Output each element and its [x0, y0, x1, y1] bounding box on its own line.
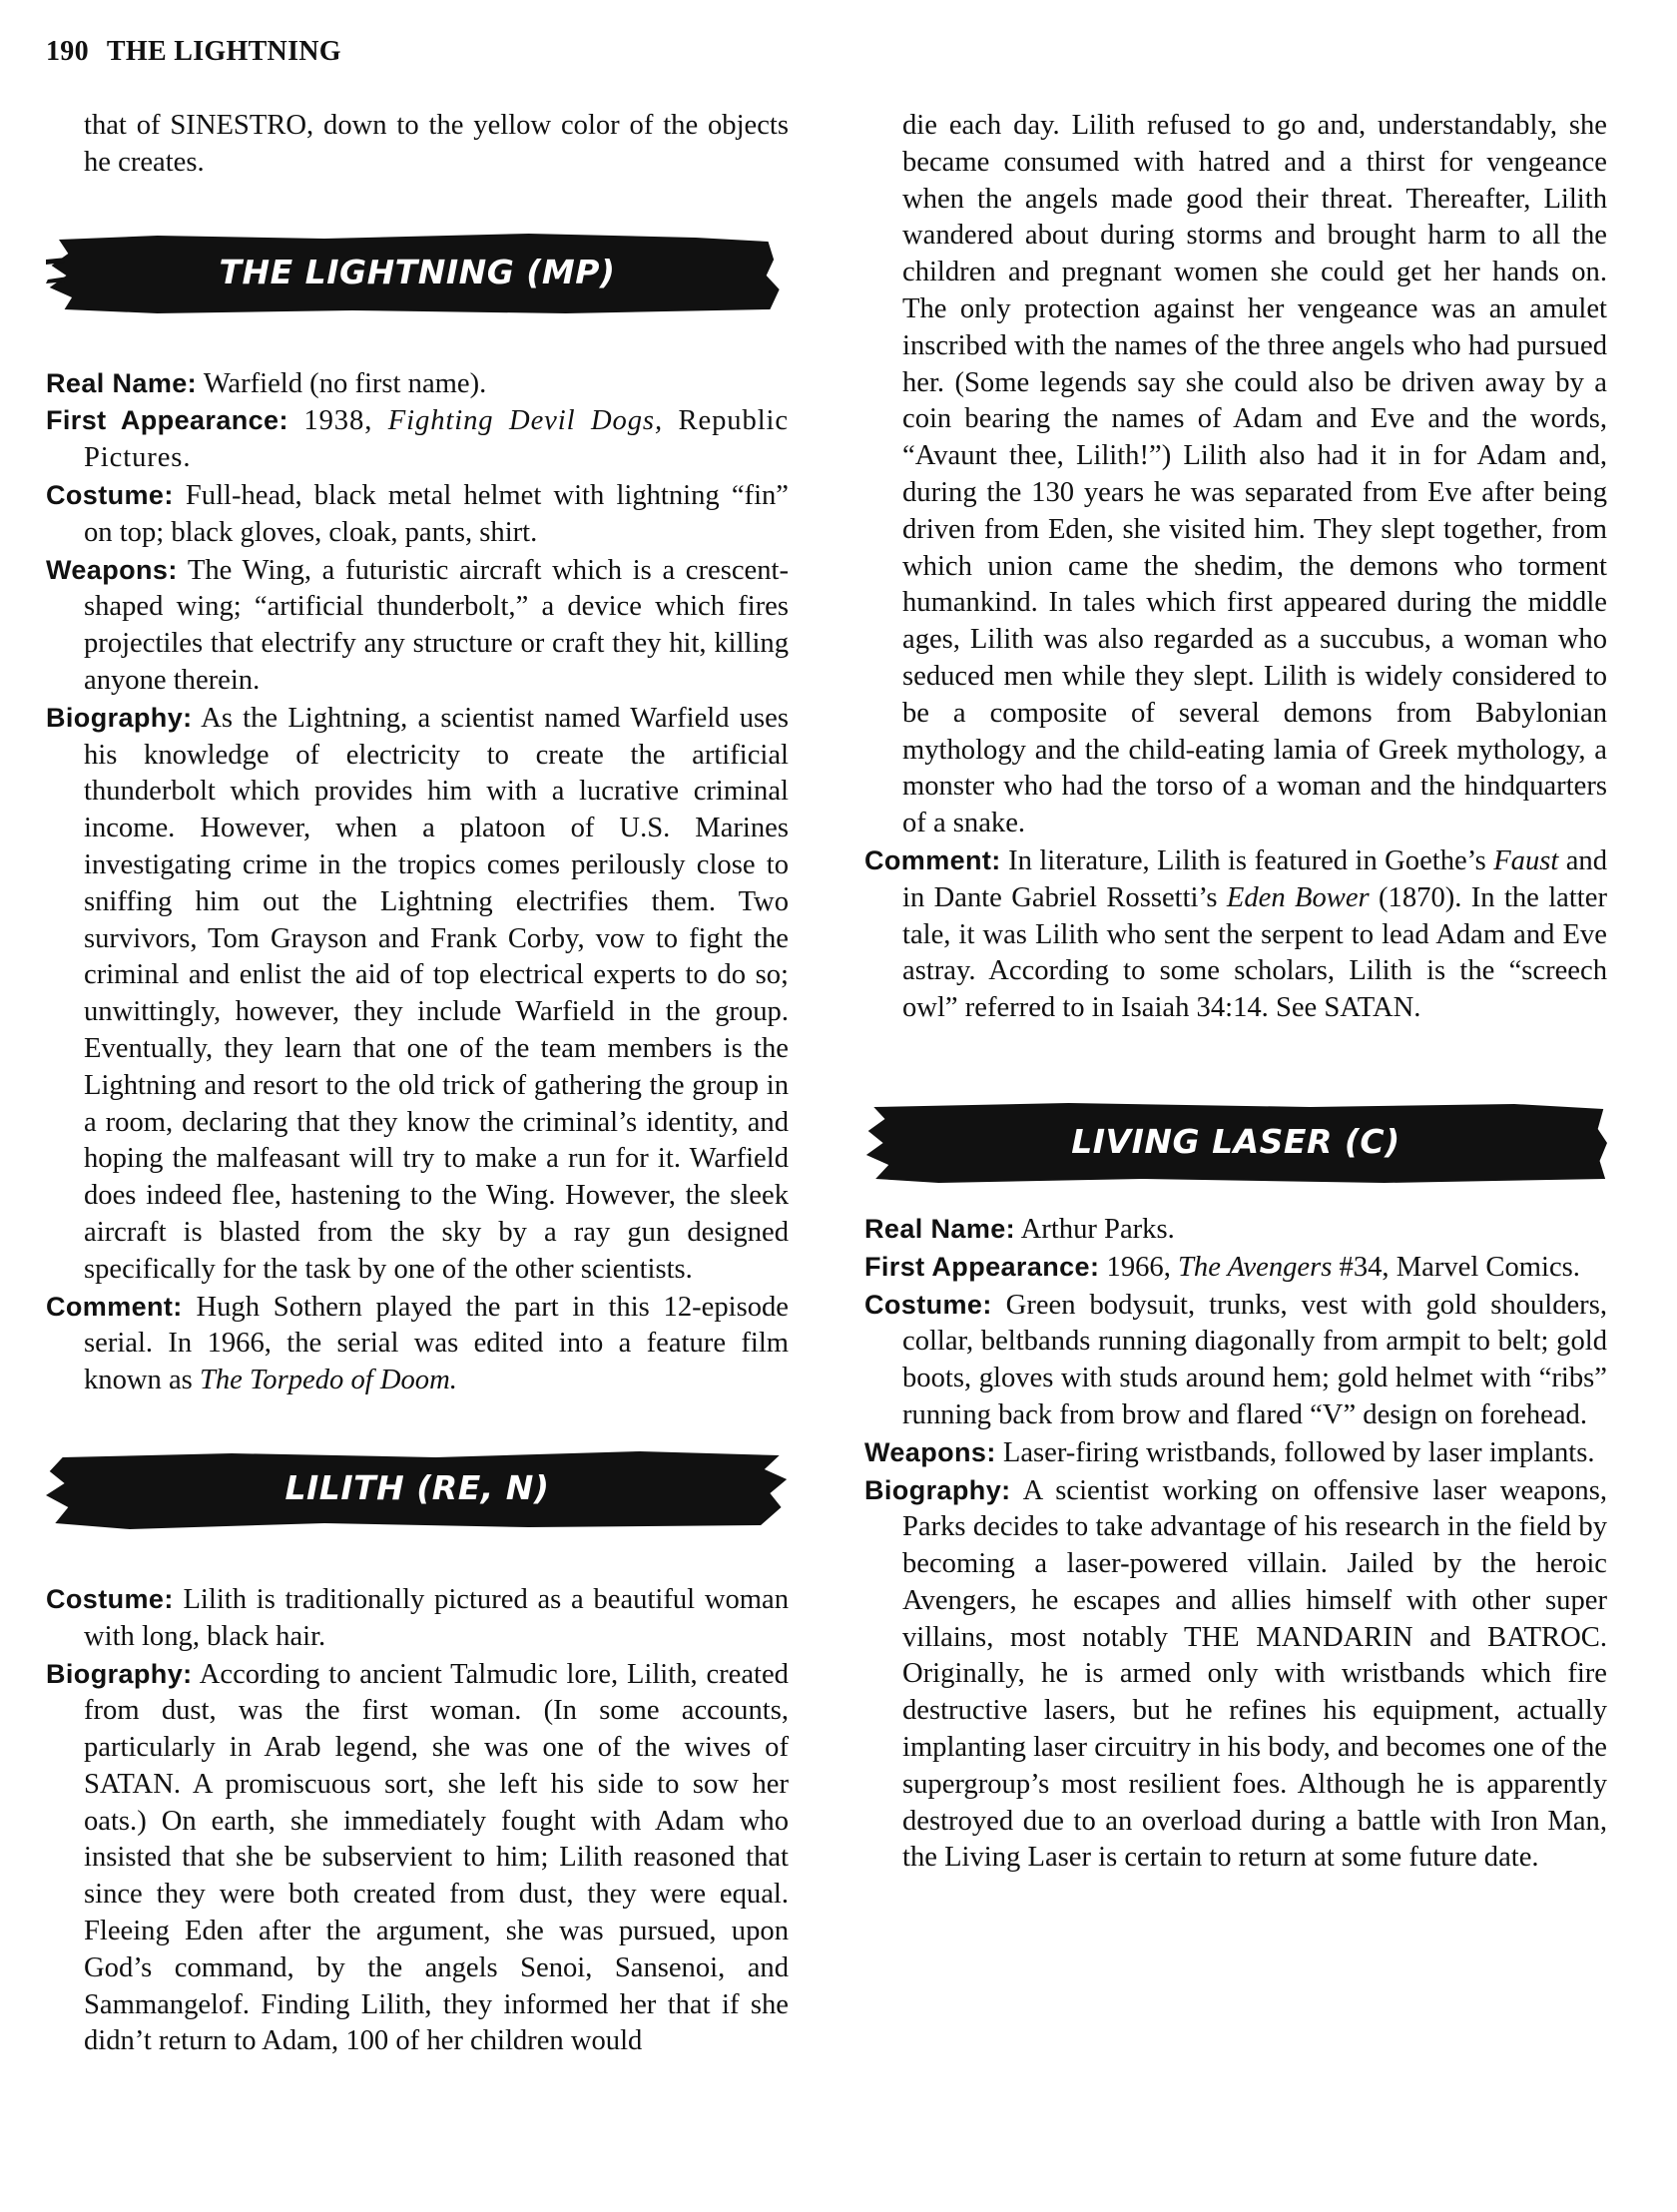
entry-title: LIVING LASER (C) — [1071, 1122, 1400, 1162]
lightning-entry — [46, 365, 789, 1399]
field-label: Costume: — [46, 479, 174, 510]
comment-field: Comment: Hugh Sothern played the part in this 12-episode serial. In 1966, the serial was edited into a feature film known as The Torpedo of Doom. — [46, 1291, 789, 1396]
biography-field: Biography: A scientist working on offensive laser weapons, Parks decides to take advantage of his research in the field by becoming a laser-powered villain. Jailed by the heroic Avengers, he escapes and allies himself with other super villains, most notably THE MANDARIN and BATROC. Originally, he is armed only with wristbands which fire destructive lasers, but he refines his equipment, actually implanting laser circuitry in his body, and becomes one of the supergroup’s most resilient foes. Although he is apparently destroyed due to an overload during a battle with Iron Man, the Living Laser is certain to return at some future date. — [864, 1474, 1607, 1874]
real-name-field: Real Name: Warfield (no first name). — [46, 367, 487, 399]
entry-title: THE LIGHTNING (MP) — [219, 253, 616, 292]
field-label: Costume: — [864, 1289, 992, 1320]
lilith-banner — [46, 1445, 789, 1531]
costume-field: Costume: Green bodysuit, trunks, vest with gold shoulders, collar, beltbands running diagonally from armpit to belt; gold boots, gloves with studs around hem; gold helmet with “ribs” running back from brow and flared “V” design on forehead. — [864, 1289, 1607, 1430]
real-name-field: Real Name: Arthur Parks. — [864, 1213, 1175, 1245]
field-label: Biography: — [46, 702, 193, 733]
field-label: Biography: — [46, 1658, 193, 1689]
first-appearance-field: First Appearance: 1966, The Avengers #34, Marvel Comics. — [864, 1251, 1580, 1283]
weapons-field: Weapons: The Wing, a futuristic aircraft which is a crescent-shaped wing; “artificial thunderbolt,” a device which fires projectiles that electrify any structure or craft they hit, killing anyone therein. — [46, 554, 789, 696]
running-head — [46, 36, 341, 68]
field-label: Biography: — [864, 1474, 1011, 1505]
field-label: Comment: — [46, 1291, 183, 1322]
living-laser-entry — [864, 1211, 1607, 1877]
field-label: Real Name: — [864, 1213, 1016, 1244]
field-label: Costume: — [46, 1583, 174, 1614]
field-label: First Appearance: — [864, 1251, 1100, 1282]
right-column — [864, 108, 1607, 1877]
page-number: 190 — [46, 36, 89, 67]
weapons-field: Weapons: Laser-firing wristbands, followed by laser implants. — [864, 1436, 1595, 1468]
carryover-paragraph: that of SINESTRO, down to the yellow color of the objects he creates. — [84, 110, 789, 178]
living-laser-banner — [864, 1099, 1607, 1185]
field-label: First Appearance: — [46, 405, 288, 436]
costume-field: Costume: Lilith is traditionally pictured as a beautiful woman with long, black hair. — [46, 1583, 790, 1652]
field-label: Real Name: — [46, 367, 198, 398]
lightning-banner — [46, 230, 789, 315]
comment-field: Comment: In literature, Lilith is featured in Goethe’s Faust and in Dante Gabriel Rossetti’s Eden Bower (1870). In the latter tale, it was Lilith who sent the serpent to lead Adam and Eve astray. According to some scholars, Lilith is the “screech owl” referred to in Isaiah 34:14. See SATAN. — [864, 844, 1608, 1024]
running-title: THE LIGHTNING — [106, 36, 341, 67]
lilith-continued-paragraph: die each day. Lilith refused to go and, understandably, she became consumed with hatred and a thirst for vengeance when the angels made good their threat. Thereafter, Lilith wandered about during storms and brought harm to all the children and pregnant women she could get her hands on. The only protection against her vengeance was an amulet inscribed with the names of the three angels who had pursued her. (Some legends say she could also be driven away by a coin bearing the names of Adam and Eve and the words, “Avaunt thee, Lilith!”) Lilith also had it in for Adam and, during the 130 years he was separated from Eve after being driven from Eden, she visited him. They slept together, from which union came the shedim, the demons who torment humankind. In tales which first appeared during the middle ages, Lilith was also regarded as a succubus, a woman who seduced men while they slept. Lilith is widely considered to be a composite of several demons from Babylonian mythology and the child-eating lamia of Greek mythology, a monster who had the torso of a woman and the hindquarters of a snake. — [902, 110, 1607, 839]
first-appearance-field: First Appearance: 1938, Fighting Devil Dogs, Republic Pictures. — [46, 405, 789, 474]
biography-field: Biography: According to ancient Talmudic lore, Lilith, created from dust, was the first woman. (In some accounts, particularly in Arab legend, she was one of the wives of SATAN. A promiscuous sort, she left his side to sow her oats.) On earth, she immediately fought with Adam who insisted that she be subservient to him; Lilith reasoned that since they were both created from dust, they were equal. Fleeing Eden after the argument, she was pursued, upon God’s command, by the angels Senoi, Sansenoi, and Sammangelof. Finding Lilith, they informed her that if she didn’t return to Adam, 100 of her children would — [46, 1658, 789, 2057]
field-label: Weapons: — [46, 554, 178, 585]
entry-title: LILITH (RE, N) — [284, 1468, 550, 1508]
left-column — [46, 108, 789, 2060]
field-label: Comment: — [864, 844, 1001, 875]
field-label: Weapons: — [864, 1436, 996, 1467]
lilith-entry — [46, 1581, 789, 2060]
costume-field: Costume: Full-head, black metal helmet with lightning “fin” on top; black gloves, cloak, pants, shirt. — [46, 479, 789, 548]
biography-field: Biography: As the Lightning, a scientist named Warfield uses his knowledge of electricity to create the artificial thunderbolt which provides him with a lucrative criminal income. However, when a platoon of U.S. Marines investigating crime in the tropics comes perilously close to sniffing him out the Lightning electrifies them. Two survivors, Tom Grayson and Frank Corby, vow to fight the criminal and enlist the aid of top electrical experts to do so; unwittingly, however, they include Warfield in the group. Eventually, they learn that one of the team members is the Lightning and resort to the old trick of gathering the group in a room, declaring that they know the criminal’s identity, and hoping the malfeasant will try to make a run for it. Warfield does indeed flee, hastening to the Wing. However, the sleek aircraft is blasted from the sky by a ray gun designed specifically for the task by one of the other scientists. — [46, 702, 790, 1285]
